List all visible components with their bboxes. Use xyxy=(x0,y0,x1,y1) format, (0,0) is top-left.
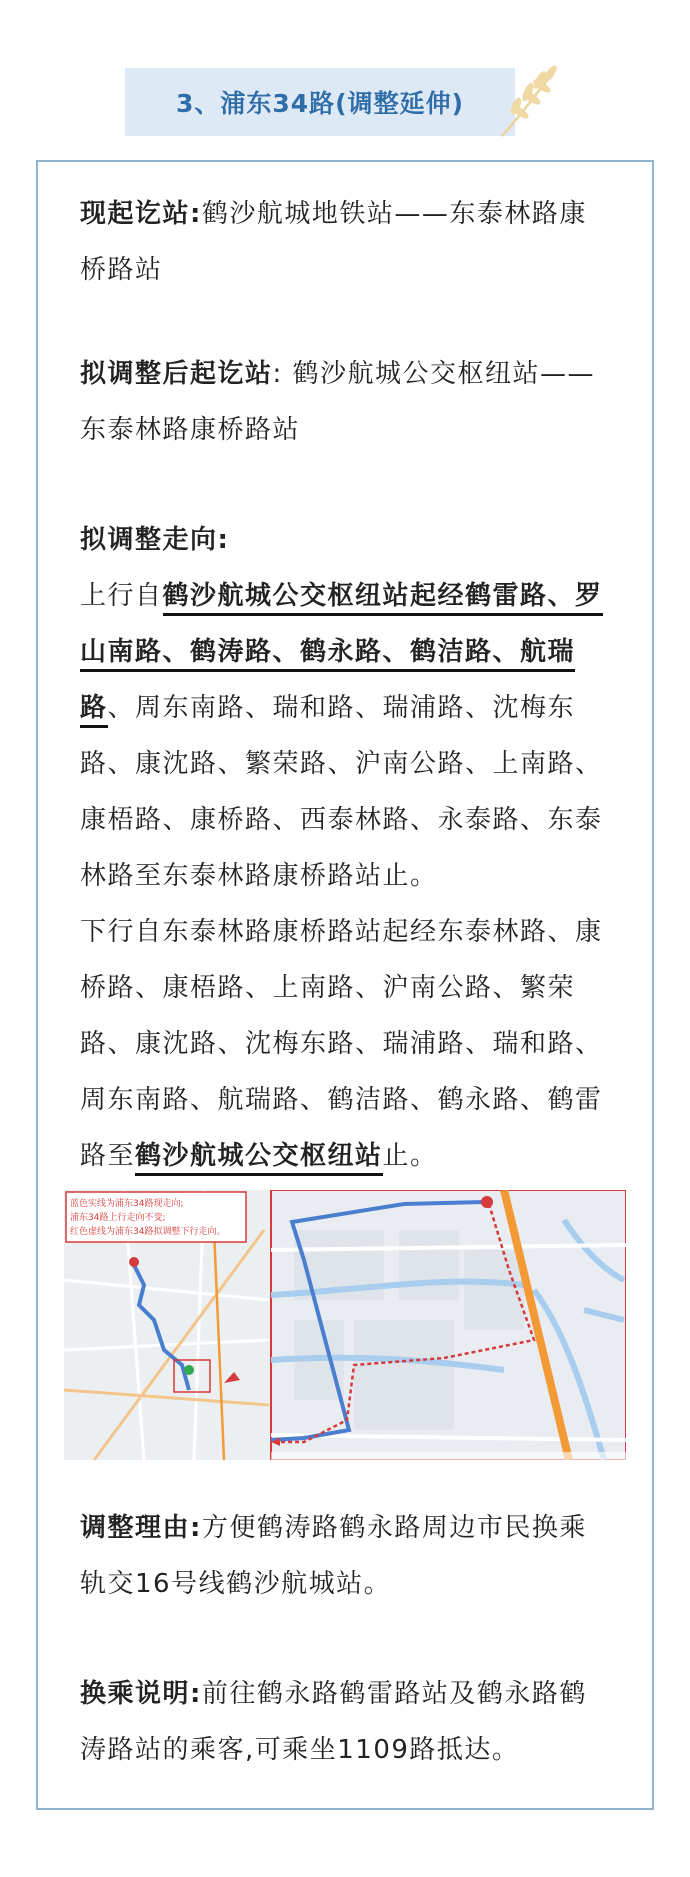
up-rest: 、周东南路、瑞和路、瑞浦路、沈梅东路、康沈路、繁荣路、沪南公路、上南路、康梧路、康桥路、西泰林路、永泰路、东泰林路至东泰林路康桥路站止。 xyxy=(80,693,603,891)
up-prefix: 上行自 xyxy=(80,581,163,611)
wheat-leaf-icon xyxy=(492,62,564,140)
section-title: 3、浦东34路(调整延伸) xyxy=(175,89,465,118)
down-direction-text xyxy=(80,904,612,1184)
reason-text: 方便鹤涛路鹤永路周边市民换乘轨交16号线鹤沙航城站。 xyxy=(80,1513,587,1599)
transfer-paragraph xyxy=(80,1666,612,1778)
proposed-terminals-sep: : xyxy=(272,359,283,389)
down-prefix: 下行自东泰林路康桥路站起经东泰林路、康桥路、康梧路、上南路、沪南公路、繁荣路、康沈路、沈梅东路、瑞浦路、瑞和路、周东南路、航瑞路、鹤洁路、鹤永路、鹤雷路至 xyxy=(80,917,603,1171)
transfer-label: 换乘说明: xyxy=(80,1679,202,1709)
proposed-terminals-text: 鹤沙航城公交枢纽站——东泰林路康桥路站 xyxy=(80,359,596,445)
down-bold-segment: 鹤沙航城公交枢纽站 xyxy=(135,1141,383,1176)
reason-label: 调整理由: xyxy=(80,1513,202,1543)
map-legend-line-3: 红色虚线为浦东34路拟调整下行走向。 xyxy=(70,1227,226,1237)
route-map-graphic xyxy=(64,1190,626,1460)
current-terminals-text: 鹤沙航城地铁站——东泰林路康桥路站 xyxy=(80,199,587,285)
map-legend-line-2: 浦东34路上行走向不变; xyxy=(70,1213,166,1223)
proposed-terminals-label: 拟调整后起讫站 xyxy=(80,359,273,389)
proposed-terminals-paragraph xyxy=(80,346,612,458)
current-terminals-label: 现起讫站: xyxy=(80,199,202,229)
route-paragraph xyxy=(80,512,612,1184)
up-bold-segment: 鹤沙航城公交枢纽站起经鹤雷路、罗山南路、鹤涛路、鹤永路、鹤洁路、航瑞路 xyxy=(80,581,603,728)
route-map xyxy=(64,1190,626,1460)
up-direction-text xyxy=(80,568,612,904)
map-legend-line-1: 蓝色实线为浦东34路现走向; xyxy=(70,1199,184,1209)
reason-paragraph xyxy=(80,1500,612,1612)
route-label: 拟调整走向: xyxy=(80,525,230,555)
down-suffix: 止。 xyxy=(382,1141,438,1171)
section-title-banner xyxy=(125,68,515,136)
current-terminals-paragraph xyxy=(80,186,612,298)
transfer-text: 前往鹤永路鹤雷路站及鹤永路鹤涛路站的乘客,可乘坐1109路抵达。 xyxy=(80,1679,587,1765)
